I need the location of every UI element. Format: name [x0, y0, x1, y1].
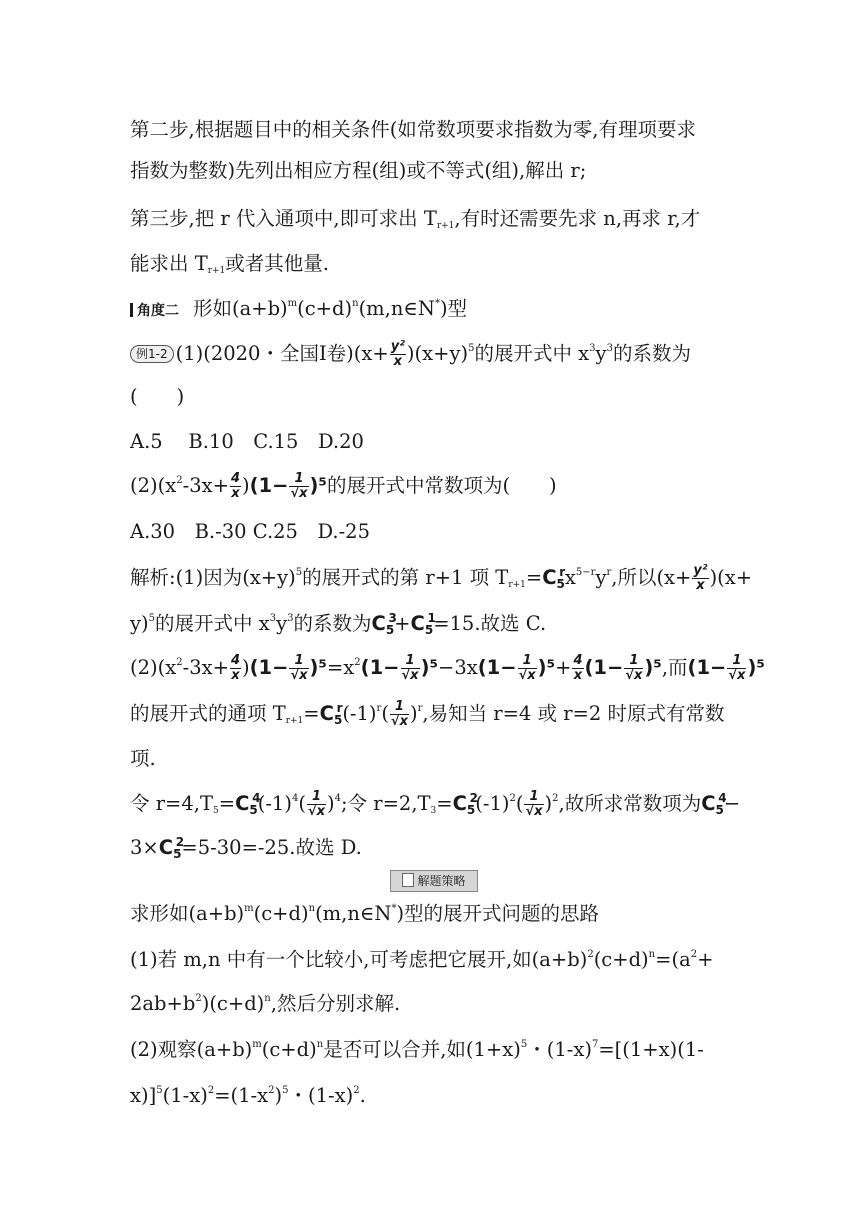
superscript: m — [287, 298, 298, 309]
text: + — [697, 948, 714, 971]
numerator: 1 — [524, 790, 543, 805]
strategy-banner — [390, 870, 478, 892]
text: )型的展开式问题的思路 — [396, 902, 600, 925]
text: 的展开式中 x — [155, 612, 270, 635]
superscript: m — [252, 1039, 262, 1050]
text: 第二步,根据题目中的相关条件(如常数项要求指数为零,有理项要求 — [130, 118, 697, 141]
text: (1)(2020・全国Ⅰ卷)(x+ — [175, 342, 389, 365]
text: = — [525, 566, 543, 589]
options: A.5 B.10 C.15 D.20 — [130, 430, 364, 453]
text-line — [130, 116, 696, 144]
text: 求形如(a+b) — [130, 902, 245, 925]
text: (c+d) — [261, 1038, 317, 1061]
text: ) — [327, 792, 335, 815]
numerator: 4 — [573, 653, 583, 668]
numerator: 1 — [624, 654, 643, 669]
subscript: 5 — [715, 803, 724, 817]
text: (-1) — [475, 792, 510, 815]
superscript: 5 — [282, 1085, 289, 1096]
text: ・(1-x) — [288, 1084, 354, 1107]
subscript: r+1 — [436, 221, 455, 231]
fraction — [390, 340, 406, 369]
superscript: 1 — [427, 611, 436, 625]
subscript: 5 — [249, 803, 258, 817]
combination — [701, 790, 727, 824]
angle-heading — [130, 295, 467, 325]
superscript: r — [417, 703, 423, 714]
numerator: 4 — [230, 653, 240, 668]
text: (1− — [249, 656, 289, 679]
text: 能求出 T — [130, 252, 208, 275]
text: 的展开式的通项 T — [130, 702, 286, 725]
fraction — [572, 654, 583, 683]
denominator: √x — [401, 668, 419, 683]
strategy-line — [130, 946, 713, 974]
text: ,有时还需要先求 n,再求 r,才 — [454, 207, 701, 230]
combination — [542, 564, 565, 598]
denominator: x — [573, 668, 583, 683]
superscript: r — [559, 565, 566, 579]
fraction — [401, 654, 420, 683]
strategy-line — [130, 900, 599, 928]
text: C — [319, 702, 334, 725]
combination — [372, 610, 395, 644]
combination — [411, 610, 434, 644]
text: = — [218, 792, 236, 815]
example-line — [130, 472, 557, 501]
fraction — [518, 654, 537, 683]
text: + — [394, 612, 411, 635]
text: x — [564, 566, 576, 589]
fraction — [230, 472, 241, 501]
text: (-1) — [342, 702, 377, 725]
fraction — [289, 654, 308, 683]
combination — [158, 834, 185, 868]
fraction — [230, 654, 241, 683]
superscript: n — [316, 1039, 324, 1050]
options-line — [130, 428, 364, 456]
text: y — [595, 342, 607, 365]
text: C — [542, 566, 557, 589]
text: + — [555, 656, 572, 679]
text-line — [130, 205, 700, 233]
superscript: r — [376, 703, 382, 714]
superscript: 5 — [520, 1039, 528, 1050]
example-badge: 例1-2 — [130, 345, 174, 363]
superscript: 4 — [334, 793, 341, 804]
text: )⁵ — [537, 656, 556, 679]
text: )⁵ — [747, 656, 765, 679]
text: 的系数为 — [293, 612, 372, 635]
text: ・(1-x) — [527, 1038, 592, 1061]
notepad-icon — [402, 873, 414, 887]
superscript: 2 — [552, 793, 559, 804]
fraction — [692, 564, 708, 593]
fraction — [307, 790, 326, 819]
strategy-label: 解题策略 — [417, 874, 466, 888]
text: (1− — [249, 474, 289, 497]
text: 或者其他量. — [225, 252, 329, 275]
superscript: m — [244, 903, 254, 914]
fraction — [524, 790, 543, 819]
superscript: 4 — [718, 791, 727, 805]
superscript: 3 — [269, 613, 277, 624]
text: (c+d) — [593, 948, 649, 971]
text: −3x — [438, 656, 478, 679]
text: ,而 — [661, 656, 688, 679]
superscript: 3 — [287, 613, 294, 624]
text: =x — [326, 656, 355, 679]
subscript: 5 — [466, 803, 476, 817]
text: ;令 r=2,T — [340, 792, 431, 815]
strategy-line — [130, 990, 400, 1018]
subscript: r+1 — [285, 716, 304, 726]
text: (1-x) — [162, 1084, 208, 1107]
text: 的展开式中 x — [474, 342, 590, 365]
fraction — [727, 654, 746, 683]
numerator: 1 — [727, 654, 746, 669]
text: − — [723, 792, 741, 815]
text: ) — [274, 1084, 283, 1107]
answer-blank: ( ) — [130, 385, 185, 408]
numerator: 4 — [230, 471, 240, 486]
strategy-line — [130, 1036, 704, 1064]
text: ( — [515, 792, 524, 815]
combination — [320, 700, 343, 734]
superscript: n — [648, 949, 656, 960]
subscript: 5 — [333, 713, 343, 727]
superscript: 5 — [295, 567, 303, 578]
superscript: 3 — [388, 611, 397, 625]
text: )(c+d) — [201, 992, 265, 1015]
text-line — [130, 250, 329, 278]
text: (m,n∈N — [358, 297, 435, 320]
subscript: 5 — [212, 806, 219, 816]
text: (1− — [477, 656, 517, 679]
numerator: y² — [390, 339, 405, 354]
subscript: 3 — [430, 806, 437, 816]
text: ) — [544, 792, 553, 815]
text: =5-30=-25.故选 D. — [181, 836, 362, 859]
text: y — [276, 612, 288, 635]
text: (1)若 m,n 中有一个比较小,可考虑把它展开,如(a+b) — [130, 948, 588, 971]
superscript: 2 — [469, 791, 478, 805]
text: (1− — [687, 656, 727, 679]
superscript: 5 — [468, 343, 475, 354]
text: = — [436, 792, 453, 815]
text: 指数为整数)先列出相应方程(组)或不等式(组),解出 r; — [130, 159, 587, 182]
superscript: 7 — [591, 1039, 599, 1050]
denominator: √x — [518, 668, 536, 683]
text-line — [130, 745, 156, 773]
text: 的展开式中常数项为( ) — [326, 474, 557, 497]
text: 形如(a+b) — [193, 297, 288, 320]
text: 的展开式的第 r+1 项 T — [302, 566, 509, 589]
superscript: 4 — [252, 791, 261, 805]
subscript: 5 — [173, 847, 182, 861]
text: )⁵ — [309, 656, 327, 679]
numerator: 1 — [307, 790, 326, 805]
superscript: n — [264, 993, 271, 1004]
text: (2)(x — [130, 656, 177, 679]
superscript: 3 — [589, 343, 596, 354]
text: =15.故选 C. — [433, 612, 547, 635]
solution-line — [130, 790, 740, 824]
text: ( — [298, 792, 306, 815]
numerator: 1 — [401, 654, 420, 669]
superscript: 2 — [268, 1085, 275, 1096]
text: ,故所求常数项为 — [558, 792, 702, 815]
text: C — [235, 792, 250, 815]
superscript: 2 — [195, 993, 202, 1004]
subscript: 5 — [424, 623, 434, 637]
denominator: √x — [290, 486, 308, 501]
text: 的系数为 — [612, 342, 691, 365]
options: A.30 B.-30 C.25 D.-25 — [130, 520, 370, 543]
superscript: * — [391, 903, 397, 914]
text: C — [371, 612, 386, 635]
superscript: 5 — [148, 613, 155, 624]
solution-line — [130, 700, 725, 734]
superscript: 2 — [207, 1085, 215, 1096]
text: -3x+ — [182, 474, 229, 497]
superscript: 5 — [156, 1085, 163, 1096]
text: 令 r=4,T — [130, 792, 213, 815]
solution-line — [130, 564, 752, 598]
text: ) — [409, 702, 418, 725]
denominator: √x — [290, 668, 308, 683]
numerator: 1 — [289, 654, 308, 669]
text: ,易知当 r=4 或 r=2 时原式有常数 — [422, 702, 725, 725]
subscript: r+1 — [207, 266, 226, 276]
text: ,然后分别求解. — [270, 992, 401, 1015]
text: =(a — [655, 948, 691, 971]
options-line — [130, 518, 370, 546]
superscript: 2 — [353, 1085, 360, 1096]
text: ) — [242, 656, 250, 679]
fraction — [390, 700, 409, 729]
text: . — [359, 1084, 366, 1107]
superscript: n — [352, 298, 359, 309]
text: (2)(x — [130, 474, 177, 497]
fraction — [624, 654, 643, 683]
denominator: √x — [525, 804, 543, 819]
text: y — [595, 566, 607, 589]
text: ,所以(x+ — [611, 566, 692, 589]
numerator: y² — [693, 563, 708, 578]
superscript: 4 — [291, 793, 299, 804]
text: C — [410, 612, 425, 635]
text: )(x+y) — [406, 342, 469, 365]
superscript: 2 — [587, 949, 594, 960]
fraction — [289, 472, 308, 501]
superscript: r — [606, 567, 612, 578]
superscript: 2 — [509, 793, 516, 804]
text: ) — [242, 474, 250, 497]
numerator: 1 — [289, 472, 308, 487]
text: = — [303, 702, 320, 725]
text: )(x+ — [709, 566, 753, 589]
text: )型 — [439, 297, 468, 320]
denominator: √x — [390, 714, 408, 729]
text: (c+d) — [297, 297, 353, 320]
text: x)] — [130, 1084, 157, 1107]
text-line — [130, 157, 586, 185]
superscript: 3 — [606, 343, 613, 354]
combination — [235, 790, 261, 824]
denominator: x — [231, 486, 240, 501]
denominator: x — [393, 354, 403, 369]
text: (1− — [584, 656, 624, 679]
text: =(1-x — [214, 1084, 269, 1107]
solution-line — [130, 654, 765, 683]
text: C — [452, 792, 467, 815]
denominator: √x — [307, 804, 325, 819]
text: 第三步,把 r 代入通项中,即可求出 T — [130, 207, 437, 230]
angle-tag — [130, 297, 179, 325]
solution-line — [130, 610, 546, 644]
text: C — [701, 792, 716, 815]
subscript: 5 — [556, 577, 565, 591]
denominator: x — [231, 668, 240, 683]
bar-icon — [130, 303, 133, 317]
superscript: * — [434, 298, 440, 309]
denominator: √x — [625, 668, 643, 683]
example-line — [130, 340, 691, 369]
text: (1− — [360, 656, 400, 679]
numerator: 1 — [518, 654, 537, 669]
text: (-1) — [257, 792, 292, 815]
text: (2)观察(a+b) — [130, 1038, 253, 1061]
text: y) — [130, 612, 149, 635]
superscript: 5−r — [575, 567, 596, 578]
text: 项. — [130, 747, 156, 770]
angle-label: 角度二 — [137, 303, 179, 319]
solution-line — [130, 834, 362, 868]
denominator: x — [696, 578, 705, 593]
text: 2ab+b — [130, 992, 196, 1015]
combination — [453, 790, 476, 824]
superscript: n — [308, 903, 316, 914]
text: (c+d) — [253, 902, 309, 925]
text: 是否可以合并,如(1+x) — [323, 1038, 521, 1061]
strategy-line — [130, 1082, 366, 1110]
numerator: 1 — [390, 700, 409, 715]
text: (m,n∈N — [315, 902, 392, 925]
superscript: 2 — [690, 949, 698, 960]
text: )⁵ — [420, 656, 439, 679]
text: =[(1+x)(1- — [598, 1038, 704, 1061]
superscript: r — [336, 701, 343, 715]
text: 3× — [130, 836, 159, 859]
superscript: 2 — [176, 657, 183, 668]
text: -3x+ — [182, 656, 229, 679]
text: 解析:(1)因为(x+y) — [130, 566, 296, 589]
text: C — [158, 836, 174, 859]
text: ( — [381, 702, 389, 725]
superscript: 2 — [175, 835, 185, 849]
subscript: 5 — [385, 623, 395, 637]
text-line — [130, 383, 184, 411]
text: )⁵ — [309, 474, 327, 497]
text: )⁵ — [644, 656, 662, 679]
subscript: r+1 — [508, 580, 526, 590]
superscript: 2 — [176, 475, 183, 486]
denominator: √x — [728, 668, 746, 683]
superscript: 2 — [354, 657, 361, 668]
